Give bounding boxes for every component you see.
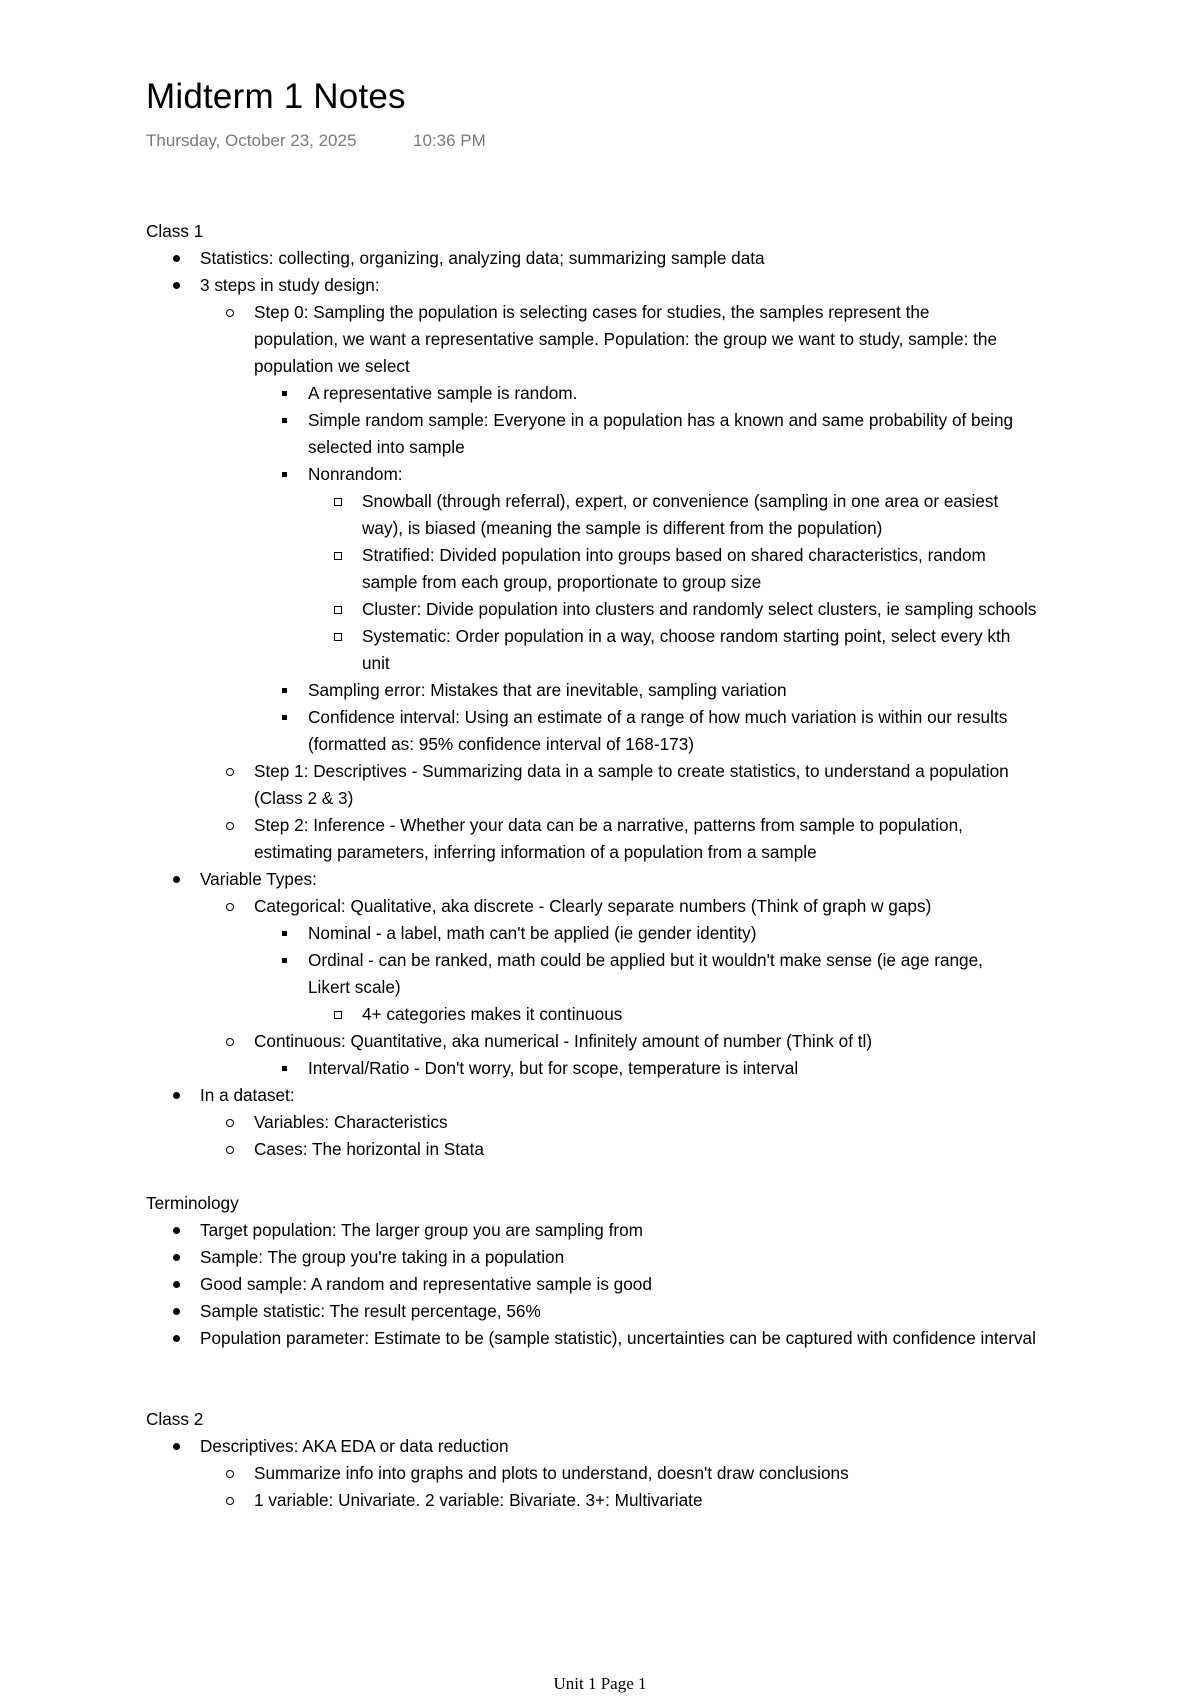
- bullet-circle-icon: [226, 822, 234, 830]
- bullet-circle-icon: [226, 1038, 234, 1046]
- list-item: Interval/Ratio - Don't worry, but for scope, temperature is interval: [308, 1055, 1146, 1082]
- list-item: 3 steps in study design: Step 0: Sampling the population is selecting cases for studies, the samples represent the population, we want a representative sample. Population: the group we want to study, sample: the population we select A representative sample is random. Simple random sample: Everyone in a population has a known and same probability of being selected into sample Nonrandom: Snowball (through referral), expert, or convenience (sampling in one area or easiest way), is biased (meaning the sample is different from the population) Stratified: Divided population into groups based on shared characteristics, random sample from each group, proportionate to group size Cluster: Divide population into clusters and randomly select clusters, ie sampling schools Systematic: Order population in a way, choose random starting point, select every kth unit Sampling error: Mistakes that are inevitable, sampling variation Confidence interval: Using an estimate of a range of how much variation is within our results (formatted as: 95% confidence interval of 168-173) Step 1: Descriptives - Summarizing data in a sample to create statistics, to understand a population (Class 2 & 3) Step 2: Inference - Whether your data can be a narrative, patterns from sample to population, estimating parameters, inferring information of a population from a sample: [200, 272, 1146, 866]
- list-item: Statistics: collecting, organizing, analyzing data; summarizing sample data: [200, 245, 1146, 272]
- list-item: Simple random sample: Everyone in a population has a known and same probability of being selected into sample: [308, 407, 1146, 461]
- list-item: Step 0: Sampling the population is selecting cases for studies, the samples represent the population, we want a representative sample. Population: the group we want to study, sample: the population we select A representative sample is random. Simple random sample: Everyone in a population has a known and same probability of being selected into sample Nonrandom: Snowball (through referral), expert, or convenience (sampling in one area or easiest way), is biased (meaning the sample is different from the population) Stratified: Divided population into groups based on shared characteristics, random sample from each group, proportionate to group size Cluster: Divide population into clusters and randomly select clusters, ie sampling schools Systematic: Order population in a way, choose random starting point, select every kth unit Sampling error: Mistakes that are inevitable, sampling variation Confidence interval: Using an estimate of a range of how much variation is within our results (formatted as: 95% confidence interval of 168-173): [254, 299, 1146, 758]
- bullet-hollow-square-icon: [334, 606, 342, 614]
- bullet-circle-icon: [226, 1470, 234, 1478]
- list-item: In a dataset: Variables: Characteristics Cases: The horizontal in Stata: [200, 1082, 1146, 1163]
- terminology-list: [146, 1217, 1146, 1352]
- bullet-square-icon: [282, 715, 287, 720]
- bullet-disc-icon: [173, 282, 180, 289]
- list-item: Step 2: Inference - Whether your data can be a narrative, patterns from sample to population, estimating parameters, inferring information of a population from a sample: [254, 812, 1146, 866]
- section-heading-terminology: Terminology: [146, 1193, 239, 1213]
- bullet-circle-icon: [226, 1497, 234, 1505]
- list-item: Sample: The group you're taking in a population: [200, 1244, 1146, 1271]
- bullet-square-icon: [282, 688, 287, 693]
- list-item: Target population: The larger group you are sampling from: [200, 1217, 1146, 1244]
- note-date: Thursday, October 23, 2025: [146, 131, 357, 150]
- list-item: A representative sample is random.: [308, 380, 1146, 407]
- bullet-circle-icon: [226, 1146, 234, 1154]
- bullet-disc-icon: [173, 1335, 180, 1342]
- bullet-disc-icon: [173, 1254, 180, 1261]
- bullet-disc-icon: [173, 876, 180, 883]
- list-item: 1 variable: Univariate. 2 variable: Bivariate. 3+: Multivariate: [254, 1487, 1146, 1514]
- list-item: Confidence interval: Using an estimate of a range of how much variation is within our results (formatted as: 95% confidence interval of 168-173): [308, 704, 1146, 758]
- list-item: Descriptives: AKA EDA or data reduction Summarize info into graphs and plots to understand, doesn't draw conclusions 1 variable: Univariate. 2 variable: Bivariate. 3+: Multivariate: [200, 1433, 1146, 1514]
- bullet-square-icon: [282, 1066, 287, 1071]
- bullet-circle-icon: [226, 1119, 234, 1127]
- list-item: Systematic: Order population in a way, choose random starting point, select every kth unit: [362, 623, 1146, 677]
- class-1-list: [146, 245, 1146, 1163]
- list-item: Stratified: Divided population into groups based on shared characteristics, random sample from each group, proportionate to group size: [362, 542, 1146, 596]
- list-item: Variables: Characteristics: [254, 1109, 1146, 1136]
- bullet-disc-icon: [173, 1281, 180, 1288]
- bullet-square-icon: [282, 418, 287, 423]
- bullet-square-icon: [282, 472, 287, 477]
- list-item: 4+ categories makes it continuous: [362, 1001, 1146, 1028]
- list-item: Nominal - a label, math can't be applied (ie gender identity): [308, 920, 1146, 947]
- bullet-disc-icon: [173, 255, 180, 262]
- list-item: Sample statistic: The result percentage, 56%: [200, 1298, 1146, 1325]
- page-footer: Unit 1 Page 1: [553, 1674, 647, 1693]
- list-item: Categorical: Qualitative, aka discrete - Clearly separate numbers (Think of graph w gaps) Nominal - a label, math can't be applied (ie gender identity) Ordinal - can be ranked, math could be applied but it wouldn't make sense (ie age range, Likert scale) 4+ categories makes it continuous: [254, 893, 1146, 1028]
- bullet-square-icon: [282, 931, 287, 936]
- bullet-disc-icon: [173, 1443, 180, 1450]
- bullet-square-icon: [282, 391, 287, 396]
- list-item: Summarize info into graphs and plots to understand, doesn't draw conclusions: [254, 1460, 1146, 1487]
- list-item: Sampling error: Mistakes that are inevitable, sampling variation: [308, 677, 1146, 704]
- list-item: Nonrandom: Snowball (through referral), expert, or convenience (sampling in one area or easiest way), is biased (meaning the sample is different from the population) Stratified: Divided population into groups based on shared characteristics, random sample from each group, proportionate to group size Cluster: Divide population into clusters and randomly select clusters, ie sampling schools Systematic: Order population in a way, choose random starting point, select every kth unit: [308, 461, 1146, 677]
- list-item: Cases: The horizontal in Stata: [254, 1136, 1146, 1163]
- list-item: Variable Types: Categorical: Qualitative, aka discrete - Clearly separate numbers (Think of graph w gaps) Nominal - a label, math can't be applied (ie gender identity) Ordinal - can be ranked, math could be applied but it wouldn't make sense (ie age range, Likert scale) 4+ categories makes it continuous Continuous: Quantitative, aka numerical - Infinitely amount of number (Think of tl) Interval/Ratio - Don't worry, but for scope, temperature is interval: [200, 866, 1146, 1082]
- list-item: Ordinal - can be ranked, math could be applied but it wouldn't make sense (ie age range, Likert scale) 4+ categories makes it continuous: [308, 947, 1146, 1028]
- bullet-hollow-square-icon: [334, 1011, 342, 1019]
- bullet-hollow-square-icon: [334, 633, 342, 641]
- bullet-circle-icon: [226, 309, 234, 317]
- class-2-list: [146, 1433, 1146, 1514]
- bullet-circle-icon: [226, 768, 234, 776]
- bullet-circle-icon: [226, 903, 234, 911]
- bullet-hollow-square-icon: [334, 552, 342, 560]
- section-heading-class-2: Class 2: [146, 1409, 204, 1429]
- note-body: [146, 218, 1146, 1514]
- list-item: Continuous: Quantitative, aka numerical - Infinitely amount of number (Think of tl) Interval/Ratio - Don't worry, but for scope, temperature is interval: [254, 1028, 1146, 1082]
- bullet-hollow-square-icon: [334, 498, 342, 506]
- note-time: 10:36 PM: [413, 131, 486, 150]
- page-title: Midterm 1 Notes: [146, 77, 406, 116]
- bullet-disc-icon: [173, 1227, 180, 1234]
- bullet-disc-icon: [173, 1308, 180, 1315]
- bullet-disc-icon: [173, 1092, 180, 1099]
- list-item: Cluster: Divide population into clusters and randomly select clusters, ie sampling schools: [362, 596, 1146, 623]
- list-item: Good sample: A random and representative sample is good: [200, 1271, 1146, 1298]
- list-item: Snowball (through referral), expert, or convenience (sampling in one area or easiest way), is biased (meaning the sample is different from the population): [362, 488, 1146, 542]
- section-heading-class-1: Class 1: [146, 221, 204, 241]
- list-item: Population parameter: Estimate to be (sample statistic), uncertainties can be captured with confidence interval: [200, 1325, 1146, 1352]
- list-item: Step 1: Descriptives - Summarizing data in a sample to create statistics, to understand a population (Class 2 & 3): [254, 758, 1146, 812]
- bullet-square-icon: [282, 958, 287, 963]
